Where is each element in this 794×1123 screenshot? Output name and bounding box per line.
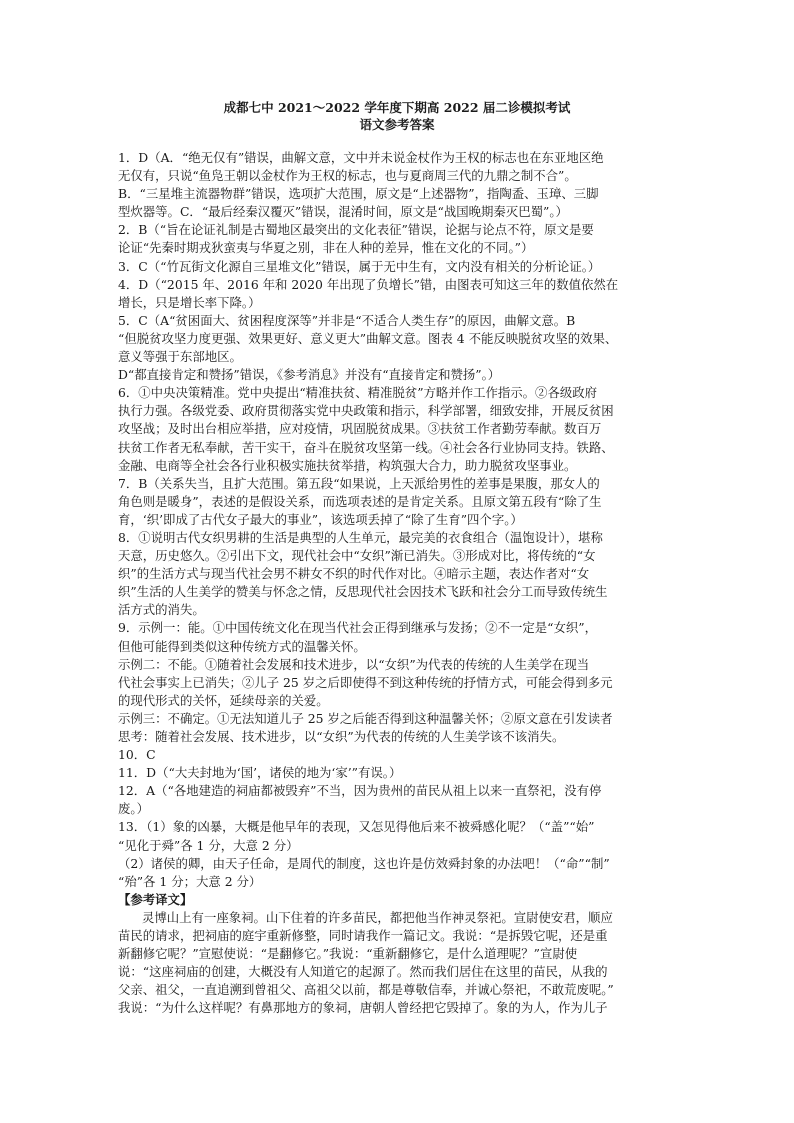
text-line: 灵博山上有一座象祠。山下住着的许多苗民，都把他当作神灵祭祀。宣尉使安君，顺应 [142, 909, 613, 925]
text-line: 增长，只是增长率下降。） [118, 294, 261, 310]
text-line: （2）诸侯的卿，由天子任命，是周代的制度，这也许是仿效舜封象的办法吧！（“命”“制” [118, 855, 610, 871]
text-line: 扶贫工作者无私奉献，苦干实干，奋斗在脱贫攻坚第一线。④社会各行业协同支持。铁路、 [118, 439, 614, 455]
text-line: 攻坚战；及时出台相应举措，应对疫情，巩固脱贫成果。③扶贫工作者勤劳奉献。数百万 [118, 421, 602, 437]
text-line: 论证“先秦时期戎狄蛮夷与华夏之别，非在人种的差异，惟在文化的不同。”） [118, 240, 534, 256]
text-line: 示例三：不确定。①无法知道儿子 25 岁之后能否得到这种温馨关怀；②原文意在引发读者 [118, 710, 613, 726]
text-line: 说：“这座祠庙的创建，大概没有人知道它的起源了。然而我们居住在这里的苗民，从我的 [118, 964, 608, 980]
text-line: 意义等强于东部地区。 [118, 349, 242, 365]
text-line: 5．C（A“贫困面大、贫困程度深等”并非是“不适合人类生存”的原因，曲解文意。B [118, 312, 576, 328]
text-line: 型炊器等。C．“最后经秦汉覆灭”错误，混淆时间，原文是“战国晚期秦灭巴蜀”。） [118, 204, 568, 220]
text-line: 代社会事实上已消失；②儿子 25 岁之后即使得不到这种传统的抒情方式，可能会得到多元 [118, 674, 613, 690]
text-line: 新翻修它呢？”宣慰使说：“是翻修它。”我说：“重新翻修它，是什么道理呢？”宣尉使 [118, 946, 578, 962]
text-line: 3．C（“竹瓦街文化源自三星堆文化”错误，属于无中生有，文内没有相关的分析论证。） [118, 258, 601, 274]
text-line: 9．示例一：能。①中国传统文化在现当代社会正得到继承与发扬；②不一定是“女织”， [118, 620, 598, 636]
text-line: 4．D（“2015 年、2016 年和 2020 年出现了负增长”错，由图表可知这三年的数值依然在 [118, 276, 619, 292]
text-line: 金融、电商等全社会各行业积极实施扶贫举措，构筑强大合力，助力脱贫攻坚事业。 [118, 457, 577, 473]
text-line: D“都直接肯定和赞扬”错误，《参考消息》并没有“直接肯定和赞扬”。） [118, 367, 501, 383]
answer-body [118, 149, 678, 1018]
text-line: 1．D（A．“绝无仅有”错误，曲解文意，文中并未说金杖作为王权的标志也在东亚地区绝 [118, 150, 604, 165]
text-line: 织”的生活方式与现当代社会男不耕女不织的时代作对比。④暗示主题，表达作者对“女 [118, 566, 590, 582]
text-line: 苗民的请求，把祠庙的庭宇重新修整，同时请我作一篇记文。我说：“是拆毁它呢，还是重 [118, 928, 608, 944]
text-line: 我说：“为什么这样呢？有鼻那地方的象祠，唐朝人曾经把它毁掉了。象的为人，作为儿子 [118, 1000, 608, 1016]
text-line: 无仅有，只说“鱼凫王朝以金杖作为王权的标志，也与夏商周三代的九鼎之制不合”。 [118, 168, 577, 184]
text-line: B．“三星堆主流器物群”错误，选项扩大范围，原文是“上述器物”，指陶盉、玉璋、三脚 [118, 186, 599, 202]
text-line: “但脱贫攻坚力度更强、效果更好、意义更大”曲解文意。图表 4 不能反映脱贫攻坚的效果、 [118, 330, 618, 346]
text-line: 13．（1）象的凶暴，大概是他早年的表现，又怎见得他后来不被舜感化呢？（“盖”“始” [118, 819, 595, 835]
text-line: 天意，历史悠久。②引出下文，现代社会中“女织”渐已消失。③形成对比，将传统的“女 [118, 548, 596, 564]
text-line: 废。） [118, 801, 149, 817]
text-line: “见化于舜”各 1 分，大意 2 分） [118, 837, 299, 853]
text-line: “殆”各 1 分；大意 2 分） [118, 873, 262, 889]
text-line: 2．B（“旨在论证礼制是古蜀地区最突出的文化表征”错误，论据与论点不符，原文是要 [118, 222, 594, 238]
document-subtitle: 语文参考答案 [359, 117, 435, 132]
text-line: 父亲、祖父，一直追溯到曾祖父、高祖父以前，都是尊敬信奉，并诚心祭祀，不敢荒废呢。” [118, 982, 614, 998]
text-line: 8．①说明古代女织男耕的生活是典型的人生单元，最完美的衣食组合（温饱设计），堪称 [118, 529, 603, 545]
section-heading: 【参考译文】 [118, 891, 193, 907]
text-line: 活方式的消失。 [118, 602, 205, 618]
text-line: 角色则是暖身”，表述的是假设关系，而选项表述的是肯定关系。且原文第五段有“除了生 [118, 493, 602, 509]
text-line: 执行力强。各级党委、政府贯彻落实党中央政策和指示，科学部署，细致安排，开展反贫困 [118, 403, 614, 419]
text-line: 12．A（“各地建造的祠庙都被毁弃”不当，因为贵州的苗民从祖上以来一直祭祀，没有停 [118, 783, 602, 799]
text-line: 6．①中央决策精准。党中央提出“精准扶贫、精准脱贫”方略并作工作指示。②各级政府 [118, 385, 598, 401]
text-line: 示例二：不能。①随着社会发展和技术进步，以“女织”为代表的传统的人生美学在现当 [118, 656, 590, 672]
text-line: 织”生活的人生美学的赞美与怀念之情，反思现代社会因技术飞跃和社会分工而导致传统生 [118, 584, 608, 600]
text-line: 11．D（“大夫封地为‘国’，诸侯的地为‘家’”有误。） [118, 765, 402, 781]
text-line: 育，‘织’即成了古代女子最大的事业”，该选项丢掉了“除了生育”四个字。） [118, 511, 523, 527]
text-line: 10．C [118, 747, 156, 763]
text-line: 但他可能得到类似这种传统方式的温馨关怀。 [118, 638, 366, 654]
document-title: 成都七中 2021～2022 学年度下期高 2022 届二诊模拟考试 [223, 100, 571, 115]
text-line: 7．B（关系失当，且扩大范围。第五段“如果说，上天派给男性的差事是果腹，那女人的 [118, 475, 600, 491]
text-line: 的现代形式的关怀，延续母亲的关爱。 [118, 692, 329, 708]
text-line: 思考：随着社会发展、技术进步，以“女织”为代表的传统的人生美学该不该消失。 [118, 729, 565, 744]
